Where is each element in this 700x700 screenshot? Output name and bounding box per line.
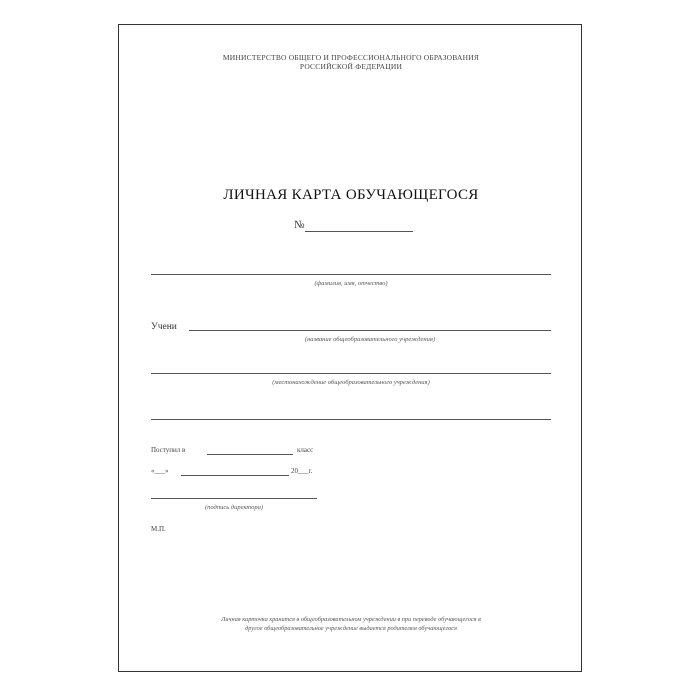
extra-line — [151, 419, 551, 420]
ministry-line-1: МИНИСТЕРСТВО ОБЩЕГО И ПРОФЕССИОНАЛЬНОГО ОБРАЗОВАНИЯ — [222, 53, 480, 62]
footer-line-1: Личная карточка хранится в общеобразовательном учреждении в при переводе обучающегося в — [221, 616, 481, 623]
school-location-line — [151, 373, 551, 374]
school-name-caption: (название общеобразовательного учреждения) — [304, 336, 436, 343]
student-label: Учени — [151, 322, 177, 332]
footer-line-2: другое общеобразовательное учреждение выдается родителям обучающегося — [245, 625, 457, 632]
fio-caption: (фамилия, имя, отчество) — [314, 280, 388, 287]
admitted-line — [207, 454, 293, 455]
stamp-label: М.П. — [151, 525, 166, 533]
admitted-label: Поступил в — [151, 446, 186, 454]
year-suffix: 20___г. — [291, 467, 313, 475]
number-line — [305, 231, 413, 232]
school-name-line — [189, 330, 551, 331]
number-label: № — [294, 219, 305, 231]
date-prefix: «___» — [151, 467, 169, 475]
footer-note — [149, 615, 553, 633]
signature-line — [151, 498, 317, 499]
signature-caption: (подпись директора) — [204, 504, 264, 511]
date-line — [181, 475, 289, 476]
ministry-line-2: РОССИЙСКОЙ ФЕДЕРАЦИИ — [299, 62, 403, 71]
document-page — [118, 24, 582, 672]
ministry-header — [179, 53, 523, 71]
fio-line — [151, 274, 551, 275]
class-suffix: класс — [297, 446, 314, 454]
document-title: ЛИЧНАЯ КАРТА ОБУЧАЮЩЕГОСЯ — [223, 187, 479, 203]
school-location-caption: (местонахождение общеобразовательного учреждения) — [272, 379, 430, 386]
